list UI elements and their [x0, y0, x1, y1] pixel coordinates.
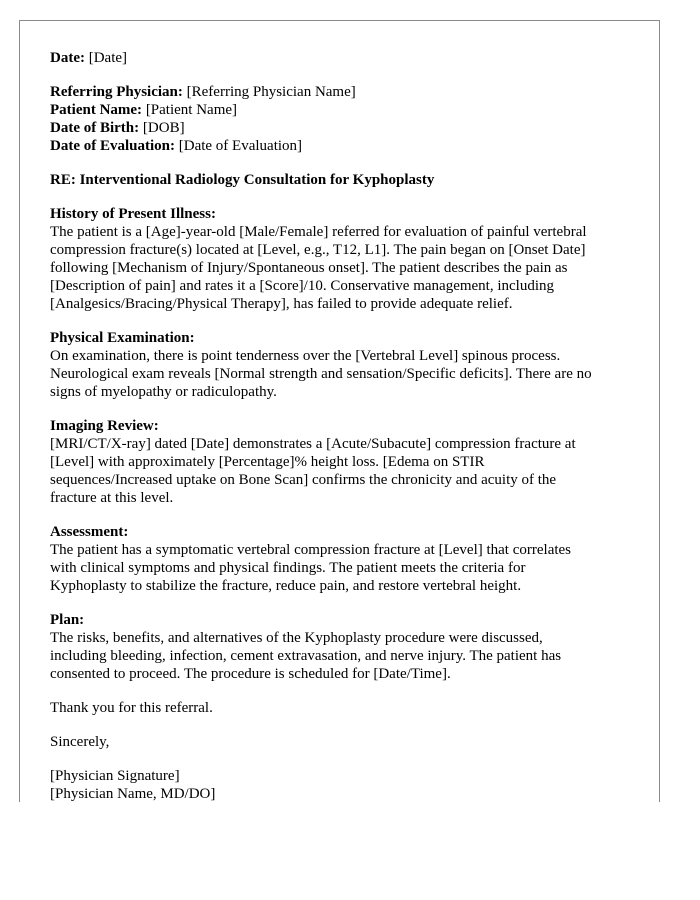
- exam-line: On examination, there is point tenderness over the [Vertebral Level] spinous process.: [50, 348, 561, 364]
- hpi-line: [Analgesics/Bracing/Physical Therapy], has failed to provide adequate relief.: [50, 296, 513, 312]
- physician-name: [Physician Name, MD/DO]: [50, 786, 216, 802]
- evaluation-date-label: Date of Evaluation:: [50, 138, 175, 154]
- evaluation-date-line: [50, 137, 640, 155]
- letter-page: [19, 20, 660, 802]
- hpi-line: The patient is a [Age]-year-old [Male/Female] referred for evaluation of painful vertebral: [50, 224, 587, 240]
- assessment-line: Kyphoplasty to stabilize the fracture, reduce pain, and restore vertebral height.: [50, 578, 522, 594]
- exam-section: [50, 329, 640, 401]
- imaging-section: [50, 417, 640, 507]
- referring-physician-line: [50, 83, 640, 101]
- assessment-section: [50, 523, 640, 595]
- plan-section: [50, 611, 640, 683]
- exam-line: signs of myelopathy or radiculopathy.: [50, 384, 277, 400]
- referring-physician-value: [Referring Physician Name]: [186, 84, 356, 100]
- hpi-line: [Description of pain] and rates it a [Score]/10. Conservative management, including: [50, 278, 555, 294]
- plan-line: including bleeding, infection, cement extravasation, and nerve injury. The patient has: [50, 648, 562, 664]
- date-label: Date:: [50, 50, 85, 66]
- imaging-line: [Level] with approximately [Percentage]% height loss. [Edema on STIR: [50, 454, 485, 470]
- dob-line: [50, 119, 640, 137]
- signature-block: [50, 767, 640, 803]
- patient-info-block: [50, 83, 640, 155]
- exam-line: Neurological exam reveals [Normal strength and sensation/Specific deficits]. There are no: [50, 366, 592, 382]
- exam-heading: Physical Examination:: [50, 330, 195, 346]
- imaging-line: sequences/Increased uptake on Bone Scan] confirms the chronicity and acuity of the: [50, 472, 557, 488]
- re-line: RE: Interventional Radiology Consultation for Kyphoplasty: [50, 172, 435, 188]
- hpi-section: [50, 205, 640, 313]
- patient-name-label: Patient Name:: [50, 102, 143, 118]
- letter-body: [50, 49, 640, 803]
- physician-signature: [Physician Signature]: [50, 768, 180, 784]
- assessment-line: with clinical symptoms and physical findings. The patient meets the criteria for: [50, 560, 526, 576]
- plan-line: The risks, benefits, and alternatives of the Kyphoplasty procedure were discussed,: [50, 630, 543, 646]
- hpi-line: compression fracture(s) located at [Level, e.g., T12, L1]. The pain began on [Onset Date]: [50, 242, 586, 258]
- dob-label: Date of Birth:: [50, 120, 140, 136]
- patient-name-value: [Patient Name]: [145, 102, 238, 118]
- sincerely-line: Sincerely,: [50, 734, 110, 750]
- plan-line: consented to proceed. The procedure is scheduled for [Date/Time].: [50, 666, 451, 682]
- referring-physician-label: Referring Physician:: [50, 84, 183, 100]
- date-line: [50, 49, 640, 67]
- dob-value: [DOB]: [142, 120, 185, 136]
- patient-name-line: [50, 101, 640, 119]
- evaluation-date-value: [Date of Evaluation]: [178, 138, 303, 154]
- plan-heading: Plan:: [50, 612, 85, 628]
- hpi-line: following [Mechanism of Injury/Spontaneous onset]. The patient describes the pain as: [50, 260, 568, 276]
- assessment-heading: Assessment:: [50, 524, 129, 540]
- date-value: [Date]: [88, 50, 128, 66]
- hpi-heading: History of Present Illness:: [50, 206, 216, 222]
- assessment-line: The patient has a symptomatic vertebral compression fracture at [Level] that correlates: [50, 542, 572, 558]
- thanks-line: Thank you for this referral.: [50, 700, 213, 716]
- imaging-line: fracture at this level.: [50, 490, 174, 506]
- imaging-heading: Imaging Review:: [50, 418, 159, 434]
- imaging-line: [MRI/CT/X-ray] dated [Date] demonstrates a [Acute/Subacute] compression fracture at: [50, 436, 576, 452]
